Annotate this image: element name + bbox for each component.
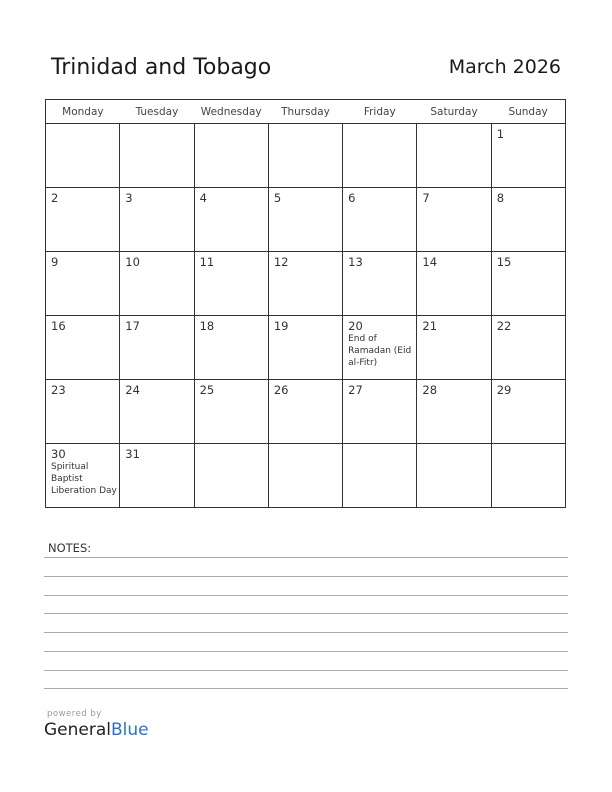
calendar-day-cell bbox=[120, 124, 194, 188]
day-number: 13 bbox=[348, 255, 363, 269]
day-number: 15 bbox=[496, 255, 512, 269]
note-line bbox=[44, 670, 568, 671]
day-number: 4 bbox=[199, 191, 207, 205]
calendar-day-cell bbox=[417, 316, 491, 380]
calendar-day-cell bbox=[46, 124, 120, 188]
note-line bbox=[44, 613, 568, 614]
note-line bbox=[44, 557, 568, 558]
calendar-day-cell bbox=[343, 380, 417, 444]
day-number: 27 bbox=[348, 383, 363, 397]
weekday-header: Tuesday bbox=[120, 100, 194, 124]
calendar-day-cell bbox=[194, 124, 268, 188]
weekday-header: Thursday bbox=[268, 100, 342, 124]
calendar-day-cell bbox=[491, 188, 565, 252]
calendar-day-cell bbox=[120, 444, 194, 508]
day-number: 31 bbox=[125, 447, 140, 461]
calendar-grid bbox=[45, 99, 566, 508]
weekday-header: Friday bbox=[343, 100, 417, 124]
day-number: 8 bbox=[496, 191, 505, 205]
day-number: 26 bbox=[273, 383, 289, 397]
calendar-day-cell bbox=[417, 188, 491, 252]
day-number: 21 bbox=[422, 319, 438, 333]
day-number: 9 bbox=[51, 255, 59, 269]
calendar-day-cell bbox=[120, 188, 194, 252]
calendar-day-cell bbox=[46, 444, 120, 508]
calendar-day-cell bbox=[417, 124, 491, 188]
holiday-label: Spiritual Baptist Liberation Day bbox=[51, 462, 117, 496]
calendar-day-cell bbox=[268, 316, 342, 380]
note-line bbox=[44, 688, 568, 689]
calendar-week-row bbox=[46, 188, 566, 252]
calendar-day-cell bbox=[194, 444, 268, 508]
note-line bbox=[44, 595, 568, 596]
calendar-day-cell bbox=[491, 252, 565, 316]
weekday-header: Sunday bbox=[491, 100, 565, 124]
notes-label: NOTES: bbox=[48, 541, 92, 555]
calendar-day-cell bbox=[268, 188, 342, 252]
calendar-day-cell bbox=[268, 444, 342, 508]
day-number: 2 bbox=[51, 191, 59, 205]
calendar-day-cell bbox=[46, 380, 120, 444]
calendar-day-cell bbox=[120, 252, 194, 316]
calendar-day-cell bbox=[417, 380, 491, 444]
calendar-day-cell bbox=[417, 252, 491, 316]
calendar-week-row bbox=[46, 316, 566, 380]
calendar-day-cell bbox=[194, 316, 268, 380]
day-number: 16 bbox=[51, 319, 66, 333]
calendar-day-cell bbox=[268, 124, 342, 188]
day-number: 20 bbox=[348, 319, 363, 333]
day-number: 10 bbox=[125, 255, 140, 269]
day-number: 5 bbox=[273, 191, 282, 205]
day-number: 7 bbox=[422, 191, 430, 205]
calendar-day-cell bbox=[268, 252, 342, 316]
weekday-header: Wednesday bbox=[194, 100, 268, 124]
calendar-day-cell bbox=[194, 380, 268, 444]
calendar-day-cell bbox=[491, 444, 565, 508]
day-number: 28 bbox=[422, 383, 438, 397]
day-number: 1 bbox=[496, 127, 505, 141]
calendar-day-cell bbox=[268, 380, 342, 444]
calendar-country-title: Trinidad and Tobago bbox=[51, 55, 272, 80]
note-line bbox=[44, 576, 568, 577]
day-number: 22 bbox=[496, 319, 512, 333]
day-number: 17 bbox=[125, 319, 140, 333]
weekday-header-row bbox=[46, 100, 566, 124]
calendar-day-cell bbox=[491, 316, 565, 380]
brand-logo bbox=[44, 720, 149, 740]
holiday-label: End of Ramadan (Eid al-Fitr) bbox=[348, 334, 412, 368]
calendar-day-cell bbox=[46, 316, 120, 380]
calendar-day-cell bbox=[46, 252, 120, 316]
weekday-header: Saturday bbox=[417, 100, 491, 124]
calendar-day-cell bbox=[46, 188, 120, 252]
powered-by-text: powered by bbox=[47, 709, 102, 719]
calendar-day-cell bbox=[194, 188, 268, 252]
brand-general: General bbox=[44, 720, 111, 740]
note-line bbox=[44, 651, 568, 652]
calendar-day-cell bbox=[194, 252, 268, 316]
calendar-week-row bbox=[46, 380, 566, 444]
day-number: 23 bbox=[51, 383, 66, 397]
day-number: 11 bbox=[199, 255, 215, 269]
calendar-week-row bbox=[46, 124, 566, 188]
day-number: 6 bbox=[348, 191, 356, 205]
calendar-day-cell bbox=[343, 124, 417, 188]
calendar-day-cell bbox=[343, 316, 417, 380]
calendar-day-cell bbox=[343, 188, 417, 252]
calendar-day-cell bbox=[120, 380, 194, 444]
calendar-week-row bbox=[46, 252, 566, 316]
calendar-month-title: March 2026 bbox=[448, 56, 561, 78]
day-number: 12 bbox=[273, 255, 289, 269]
day-number: 18 bbox=[199, 319, 215, 333]
weekday-header: Monday bbox=[46, 100, 120, 124]
calendar-day-cell bbox=[417, 444, 491, 508]
day-number: 19 bbox=[273, 319, 289, 333]
day-number: 30 bbox=[51, 447, 66, 461]
brand-blue: Blue bbox=[111, 720, 149, 740]
calendar-week-row bbox=[46, 444, 566, 508]
day-number: 29 bbox=[496, 383, 512, 397]
calendar-day-cell bbox=[120, 316, 194, 380]
day-number: 14 bbox=[422, 255, 438, 269]
calendar-day-cell bbox=[491, 380, 565, 444]
day-number: 25 bbox=[199, 383, 215, 397]
day-number: 3 bbox=[125, 191, 133, 205]
calendar-day-cell bbox=[343, 252, 417, 316]
day-number: 24 bbox=[125, 383, 140, 397]
calendar-day-cell bbox=[491, 124, 565, 188]
calendar-day-cell bbox=[343, 444, 417, 508]
note-line bbox=[44, 632, 568, 633]
